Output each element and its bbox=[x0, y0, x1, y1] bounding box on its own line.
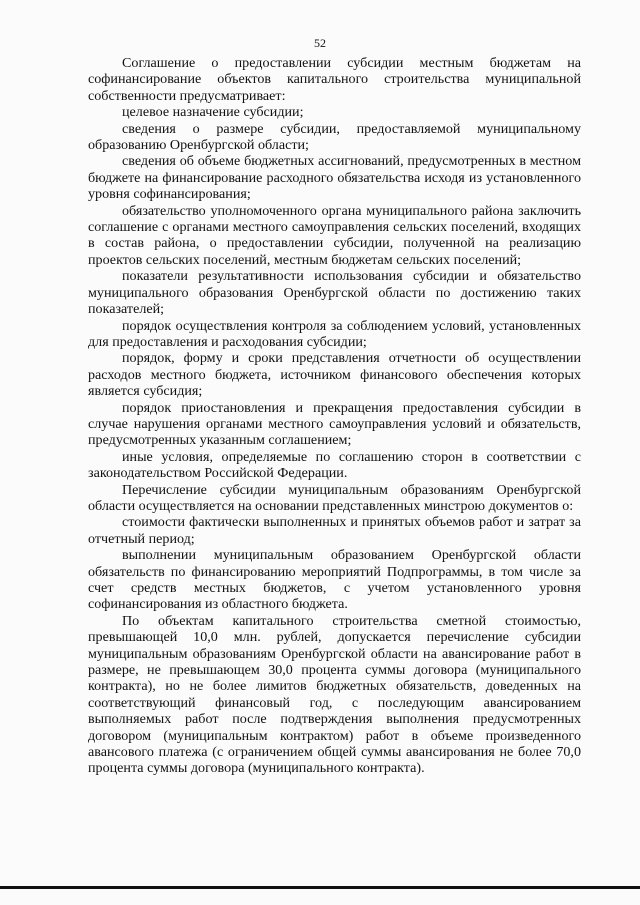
paragraph: порядок осуществления контроля за соблюдением условий, установленных для предоставления и расходования субсидии; bbox=[88, 317, 581, 350]
bottom-divider bbox=[0, 886, 640, 889]
paragraph: сведения об объеме бюджетных ассигнований, предусмотренных в местном бюджете на финансирование расходного обязательства исходя из установленного уровня софинансирования; bbox=[88, 153, 581, 203]
paragraph: Перечисление субсидии муниципальным образованиям Оренбургской области осуществляется на основании представленных минстрою документов о: bbox=[88, 481, 581, 514]
paragraph: стоимости фактически выполненных и принятых объемов работ и затрат за отчетный период; bbox=[88, 514, 581, 547]
paragraph: выполнении муниципальным образованием Оренбургской области обязательств по финансированию мероприятий Подпрограммы, в том числе за счет средств местных бюджетов, с учетом установленного уровня софинансирования из областного бюджета. bbox=[88, 547, 581, 613]
paragraph: показатели результативности использования субсидии и обязательство муниципального образования Оренбургской области по достижению таких показателей; bbox=[88, 268, 581, 318]
document-body bbox=[88, 55, 581, 777]
page-number: 52 bbox=[314, 36, 326, 50]
paragraph: Соглашение о предоставлении субсидии местным бюджетам на софинансирование объектов капитального строительства муниципальной собственности предусматривает: bbox=[88, 55, 581, 104]
paragraph: целевое назначение субсидии; bbox=[122, 104, 304, 121]
paragraph: иные условия, определяемые по соглашению сторон в соответствии с законодательством Российской Федерации. bbox=[88, 448, 581, 482]
paragraph: порядок приостановления и прекращения предоставления субсидии в случае нарушения органами местного самоуправления условий и обязательств, предусмотренных указанным соглашением; bbox=[88, 399, 581, 449]
paragraph: По объектам капитального строительства сметной стоимостью, превышающей 10,0 млн. рублей, допускается перечисление субсидии муниципальным образованиям Оренбургской области на авансирование работ в размере, не превышающем 30,0 процента суммы договора (муниципального контракта), но не более лимитов бюджетных обязательств, доведенных на соответствующий финансовый год, с последующим авансированием выполняемых работ после подтверждения выполнения предусмотренных договором (муниципальным контрактом) работ в объеме произведенного авансового платежа (с ограничением общей суммы авансирования не более 70,0 процента суммы договора (муниципального контракта). bbox=[88, 612, 581, 777]
paragraph: сведения о размере субсидии, предоставляемой муниципальному образованию Оренбургской области; bbox=[88, 120, 581, 154]
paragraph: обязательство уполномоченного органа муниципального района заключить соглашение с органами местного самоуправления сельских поселений, входящих в состав района, о предоставлении субсидии, полученной на реализацию проектов сельских поселений, местным бюджетам сельских поселений; bbox=[88, 202, 581, 268]
paragraph: порядок, форму и сроки представления отчетности об осуществлении расходов местного бюджета, источником финансового обеспечения которых является субсидия; bbox=[88, 350, 581, 400]
